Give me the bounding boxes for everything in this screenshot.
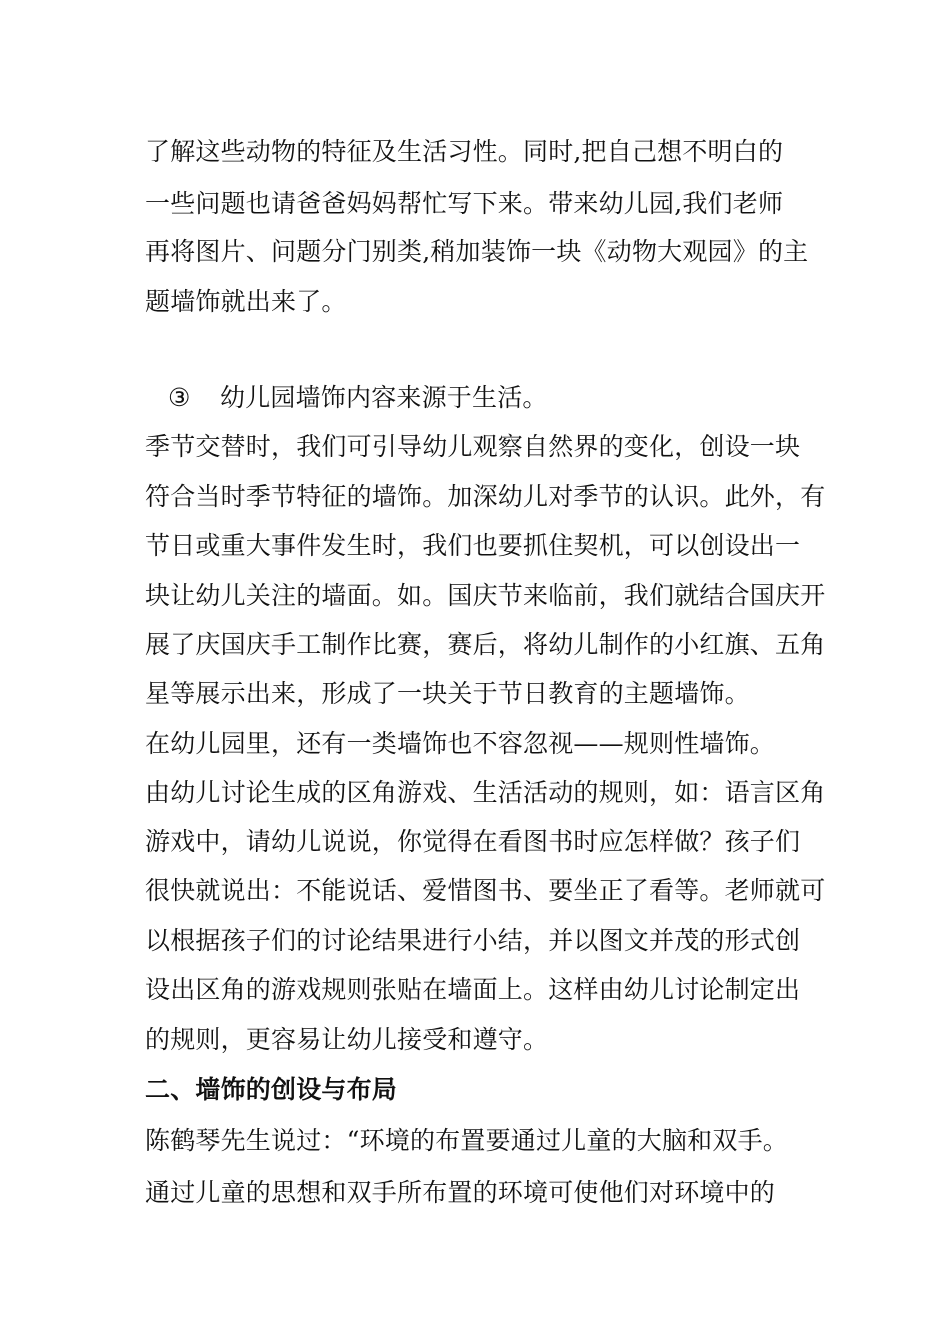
paragraph-line: 一些问题也请爸爸妈妈帮忙写下来。带来幼儿园,我们老师 <box>145 189 784 218</box>
paragraph-line: 游戏中，请幼儿说说，你觉得在看图书时应怎样做？孩子们 <box>145 827 801 856</box>
paragraph-line: 了解这些动物的特征及生活习性。同时,把自己想不明白的 <box>145 137 784 166</box>
list-item-3 <box>168 383 548 413</box>
list-marker: ③ <box>168 383 191 412</box>
paragraph-line: 块让幼儿关注的墙面。如。国庆节来临前，我们就结合国庆开 <box>145 581 826 610</box>
paragraph-line: 再将图片、问题分门别类,稍加装饰一块《动物大观园》的主 <box>145 237 809 266</box>
paragraph-line: 星等展示出来，形成了一块关于节日教育的主题墙饰。 <box>145 679 750 708</box>
paragraph-line: 以根据孩子们的讨论结果进行小结，并以图文并茂的形式创 <box>145 926 801 955</box>
paragraph-line: 题墙饰就出来了。 <box>145 287 347 316</box>
paragraph-line: 通过儿童的思想和双手所布置的环境可使他们对环境中的 <box>145 1178 776 1207</box>
paragraph-line: 季节交替时，我们可引导幼儿观察自然界的变化，创设一块 <box>145 432 801 461</box>
paragraph-line: 的规则，更容易让幼儿接受和遵守。 <box>145 1025 549 1054</box>
paragraph-line: 由幼儿讨论生成的区角游戏、生活活动的规则，如：语言区角 <box>145 778 826 807</box>
paragraph-line: 设出区角的游戏规则张贴在墙面上。这样由幼儿讨论制定出 <box>145 975 801 1004</box>
paragraph-line: 在幼儿园里，还有一类墙饰也不容忽视——规则性墙饰。 <box>145 729 776 758</box>
paragraph-line: 陈鹤琴先生说过：“环境的布置要通过儿童的大脑和双手。 <box>145 1126 788 1155</box>
paragraph-line: 展了庆国庆手工制作比赛，赛后，将幼儿制作的小红旗、五角 <box>145 630 826 659</box>
section-heading: 二、墙饰的创设与布局 <box>145 1075 398 1104</box>
paragraph-line: 符合当时季节特征的墙饰。加深幼儿对季节的认识。此外，有 <box>145 482 826 511</box>
paragraph-line: 节日或重大事件发生时，我们也要抓住契机，可以创设出一 <box>145 531 801 560</box>
list-item-text: 幼儿园墙饰内容来源于生活。 <box>220 383 548 412</box>
paragraph-line: 很快就说出：不能说话、爱惜图书、要坐正了看等。老师就可 <box>145 876 826 905</box>
